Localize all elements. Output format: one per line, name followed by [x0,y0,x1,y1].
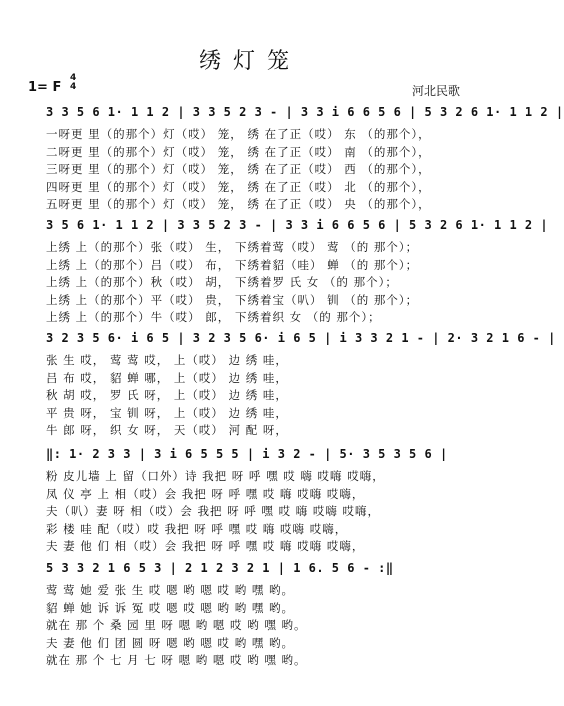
lyric-line: 吕 布 哎， 貂 蝉 哪， 上（哎） 边 绣 哇， [46,370,288,385]
lyric-line: 上绣 上（的那个）秋（哎） 胡， 下绣着罗 氏 女 （的 那个）； [46,275,398,289]
lyric-line: 三呀更 里（的那个）灯（哎） 笼， 绣 在了正（哎） 西 （的那个）， [46,162,431,176]
lyric-line: 上绣 上（的那个）张（哎） 生， 下绣着莺（哎） 莺 （的 那个）； [46,240,419,254]
song-title: 绣灯笼 [198,49,301,74]
lyric-line: 平 贵 呀， 宝 钏 呀， 上（哎） 边 绣 哇， [46,405,288,420]
key-signature: 1= F [28,80,62,95]
lyric-line: 粉 皮儿墙 上 留（口外）诗 我把 呀 呼 嘿 哎 嗨 哎嗨 哎嗨， [46,469,385,483]
lyric-line: 凤 仪 亭 上 相（哎）会 我把 呀 呼 嘿 哎 嗨 哎嗨 哎嗨， [46,486,365,501]
notation-line: 3 5 6 1· 1 1 2 | 3 3 5 2 3 - | 3 3 i 6 6 5 6 | 5 3 2 6 1· 1 1 2 | [46,218,549,232]
lyric-line: 张 生 哎， 莺 莺 哎， 上（哎） 边 绣 哇， [46,353,288,367]
score-system-1 [46,105,564,214]
notation-line: ‖: 1· 2 3 3 | 3 i 6 5 5 5 | i 3 2 - | 5· 3 5 3 5 6 | [46,447,448,461]
lyric-line: 四呀更 里（的那个）灯（哎） 笼， 绣 在了正（哎） 北 （的那个）， [46,179,431,194]
lyric-line: 貂 蝉 她 诉 诉 冤 哎 嗯 哎 嗯 哟 哟 嘿 哟。 [46,600,295,615]
lyric-line: 上绣 上（的那个）平（哎） 贵， 下绣着宝（叭） 钏 （的 那个）； [46,292,419,307]
score-system-5 [46,561,464,670]
lyric-line: 秋 胡 哎， 罗 氏 呀， 上（哎） 边 绣 哇， [46,388,288,402]
time-signature [70,74,76,92]
score-system-2 [46,218,549,327]
lyric-line: 彩 楼 哇 配（哎）哎 我把 呀 呼 嘿 哎 嗨 哎嗨 哎嗨， [46,521,348,536]
song-source: 河北民歌 [411,84,460,98]
notation-line: 3 3 5 6 1· 1 1 2 | 3 3 5 2 3 - | 3 3 i 6 6 5 6 | 5 3 2 6 1· 1 1 2 | [46,105,564,119]
lyric-line: 上绣 上（的那个）吕（哎） 布， 下绣着貂（哇） 蝉 （的 那个）； [46,257,419,272]
lyric-line: 就在 那 个 七 月 七 呀 嗯 哟 嗯 哎 哟 嘿 哟。 [46,653,307,667]
lyric-line: 就在 那 个 桑 园 里 呀 嗯 哟 嗯 哎 哟 嘿 哟。 [46,618,307,632]
lyric-line: 莺 莺 她 爱 张 生 哎 嗯 哟 嗯 哎 哟 嘿 哟。 [46,583,295,597]
score-system-3 [46,331,556,440]
score-system-4 [46,447,464,556]
lyric-line: 夫 妻 他 们 相（哎）会 我把 呀 呼 嘿 哎 嗨 哎嗨 哎嗨， [46,539,365,553]
time-signature-top: 4 [70,73,77,83]
notation-line: 3 2 3 5 6· i 6 5 | 3 2 3 5 6· i 6 5 | i 3 3 2 1 - | 2· 3 2 1 6 - | [46,331,556,345]
lyric-line: 夫（叭）妻 呀 相（哎）会 我把 呀 呼 嘿 哎 嗨 哎嗨 哎嗨， [46,504,381,518]
time-signature-bottom: 4 [70,82,77,92]
lyric-line: 五呀更 里（的那个）灯（哎） 笼， 绣 在了正（哎） 央 （的那个）， [46,197,431,211]
lyric-line: 上绣 上（的那个）牛（哎） 郎， 下绣着织 女 （的 那个）； [46,310,381,324]
lyric-line: 牛 郎 呀， 织 女 呀， 天（哎） 河 配 呀， [46,423,288,437]
lyric-line: 夫 妻 他 们 团 圆 呀 嗯 哟 嗯 哎 哟 嘿 哟。 [46,635,295,650]
lyric-line: 二呀更 里（的那个）灯（哎） 笼， 绣 在了正（哎） 南 （的那个）， [46,144,431,159]
notation-line: 5 3 3 2 1 6 5 3 | 2 1 2 3 2 1 | 1 6. 5 6 - :‖ [46,561,394,575]
lyric-line: 一呀更 里（的那个）灯（哎） 笼， 绣 在了正（哎） 东 （的那个）， [46,127,431,141]
